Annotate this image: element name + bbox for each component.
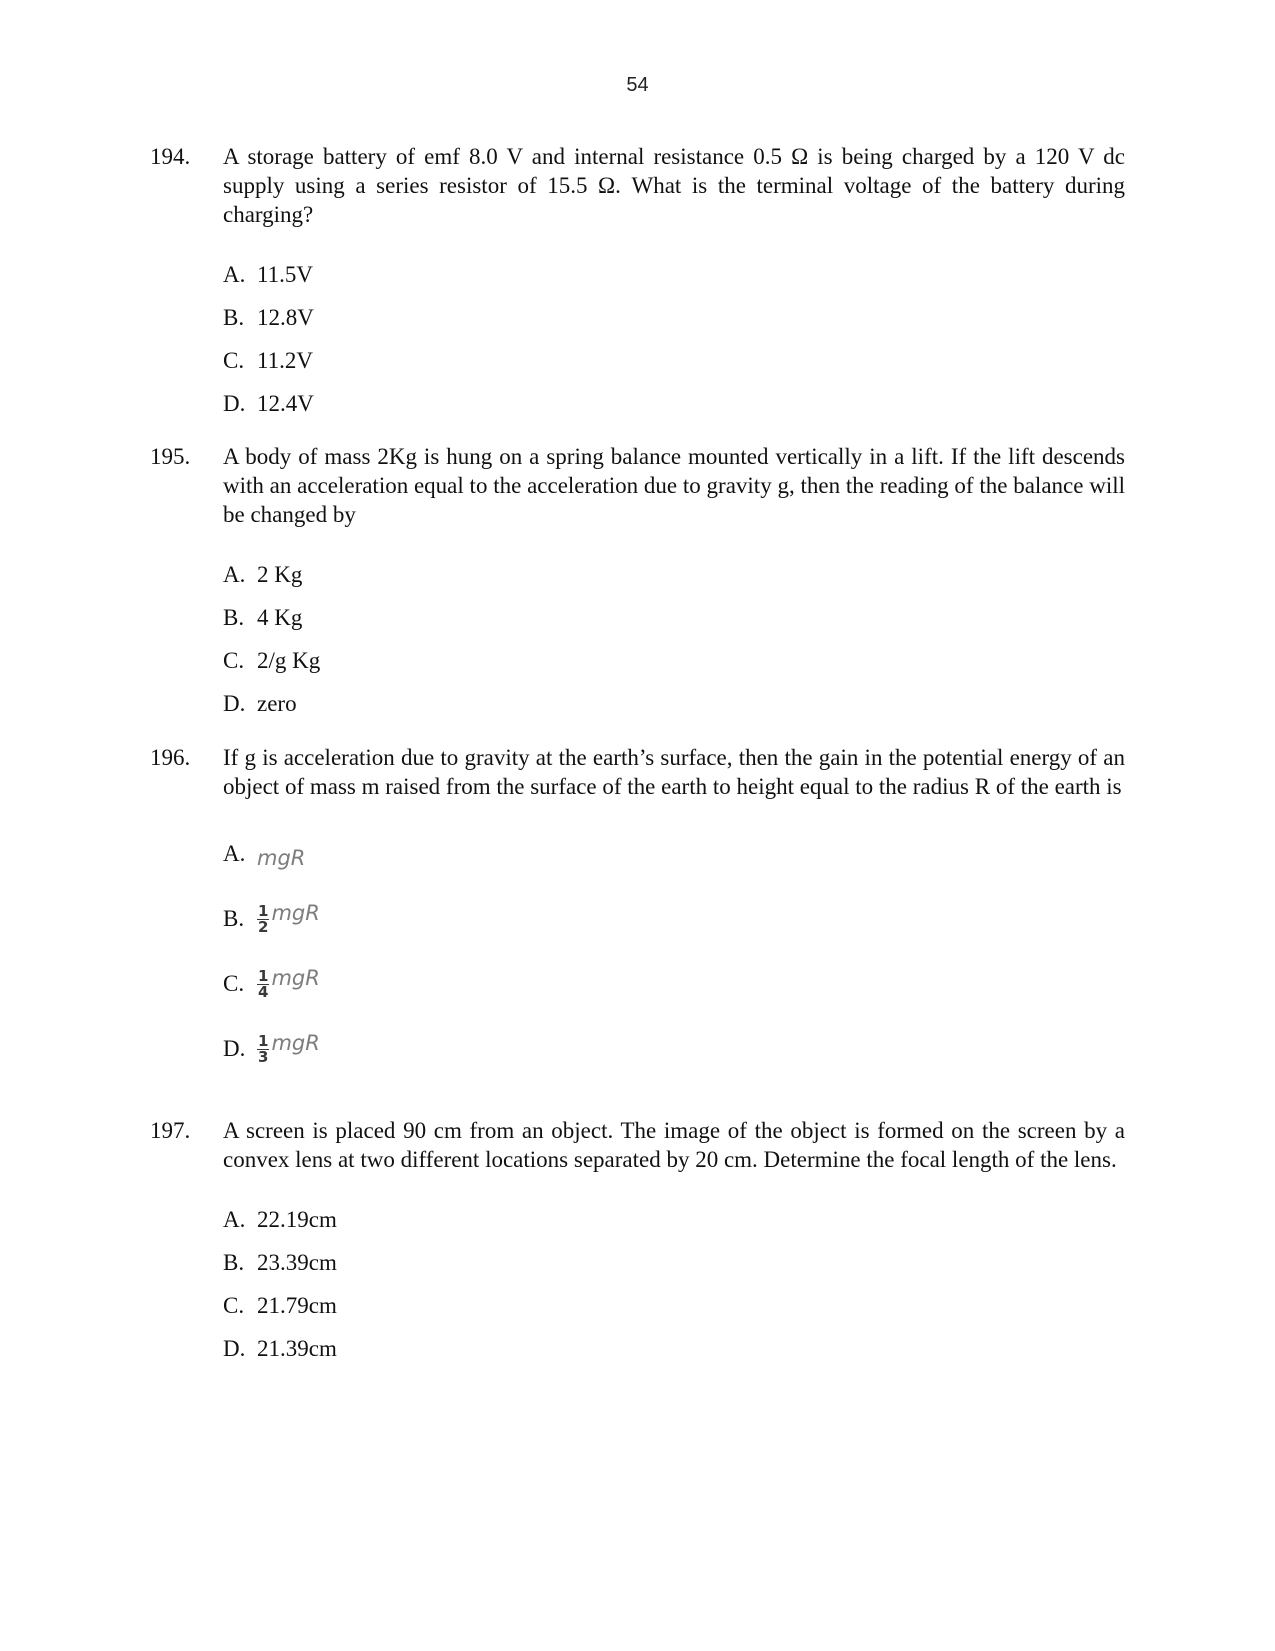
option-letter: C. [223, 971, 245, 996]
fraction [257, 1034, 269, 1065]
question-text: A screen is placed 90 cm from an object. The image of the object is formed on the screen by a convex lens at two different locations separated by 20 cm. Determine the focal length of the lens. [223, 1118, 1125, 1172]
answer-options [223, 553, 1125, 725]
option-letter: A. [223, 262, 246, 287]
fraction-denominator: 3 [258, 1048, 269, 1066]
option-letter: B. [223, 305, 245, 330]
answer-options [223, 813, 1125, 1073]
math-expression [257, 846, 305, 870]
option-text: 11.2V [257, 348, 314, 373]
math-expression [257, 901, 320, 935]
option-c[interactable] [223, 943, 1125, 1008]
question-text: If g is acceleration due to gravity at the earth’s surface, then the gain in the potential energy of an object of mass m raised from the surface of the earth to height equal to the radius R of the earth is [223, 745, 1125, 799]
fraction-numerator: 1 [258, 902, 269, 920]
option-text: 4 Kg [257, 605, 303, 630]
option-text: 2 Kg [257, 562, 303, 587]
option-a[interactable] [223, 553, 1125, 596]
option-b[interactable] [223, 1241, 1125, 1284]
option-text: 2/g Kg [257, 648, 321, 673]
question-number: 196. [150, 745, 191, 770]
page-number: 54 [626, 74, 649, 96]
option-b[interactable] [223, 596, 1125, 639]
option-letter: C. [223, 648, 245, 673]
question-text: A body of mass 2Kg is hung on a spring balance mounted vertically in a lift. If the lift descends with an acceleration equal to the acceleration due to gravity g, then the reading of the balance will be changed by [223, 444, 1125, 527]
expression-text: mgR [271, 966, 320, 990]
option-text: 21.79cm [257, 1293, 337, 1318]
option-a[interactable] [223, 813, 1125, 878]
option-text: 21.39cm [257, 1336, 337, 1361]
option-b[interactable] [223, 878, 1125, 943]
option-a[interactable] [223, 1198, 1125, 1241]
fraction-numerator: 1 [258, 967, 269, 985]
option-letter: B. [223, 1250, 245, 1275]
fraction [257, 904, 269, 935]
option-d[interactable] [223, 382, 1125, 425]
option-text: zero [257, 691, 297, 716]
option-text: 11.5V [257, 262, 314, 287]
option-letter: A. [223, 562, 246, 587]
option-letter: A. [223, 841, 246, 866]
option-letter: D. [223, 691, 246, 716]
fraction-numerator: 1 [258, 1032, 269, 1050]
fraction-denominator: 2 [258, 918, 269, 936]
option-letter: D. [223, 1036, 246, 1061]
option-text: 23.39cm [257, 1250, 337, 1275]
question-number: 195. [150, 444, 191, 469]
expression-text: mgR [271, 1031, 320, 1055]
math-expression [257, 1031, 320, 1065]
option-d[interactable] [223, 682, 1125, 725]
option-letter: B. [223, 906, 245, 931]
math-expression [257, 966, 320, 1000]
option-c[interactable] [223, 1284, 1125, 1327]
option-letter: B. [223, 605, 245, 630]
expression-text: mgR [257, 846, 306, 870]
option-c[interactable] [223, 639, 1125, 682]
answer-options [223, 253, 1125, 425]
question-number: 197. [150, 1118, 191, 1143]
question-197 [150, 1116, 1125, 1370]
option-text: 22.19cm [257, 1207, 337, 1232]
question-number: 194. [150, 144, 191, 169]
option-text: 12.4V [257, 391, 314, 416]
fraction [257, 969, 269, 1000]
option-letter: C. [223, 1293, 245, 1318]
question-text: A storage battery of emf 8.0 V and internal resistance 0.5 Ω is being charged by a 120 V dc supply using a series resistor of 15.5 Ω. What is the terminal voltage of the battery during charging? [223, 144, 1125, 227]
option-letter: D. [223, 1336, 246, 1361]
option-d[interactable] [223, 1008, 1125, 1073]
answer-options [223, 1198, 1125, 1370]
question-196 [150, 743, 1125, 1073]
option-letter: D. [223, 391, 246, 416]
option-a[interactable] [223, 253, 1125, 296]
option-d[interactable] [223, 1327, 1125, 1370]
option-letter: A. [223, 1207, 246, 1232]
fraction-denominator: 4 [258, 983, 269, 1001]
expression-text: mgR [271, 901, 320, 925]
question-194 [150, 142, 1125, 425]
question-195 [150, 442, 1125, 725]
option-text: 12.8V [257, 305, 314, 330]
option-b[interactable] [223, 296, 1125, 339]
option-c[interactable] [223, 339, 1125, 382]
option-letter: C. [223, 348, 245, 373]
